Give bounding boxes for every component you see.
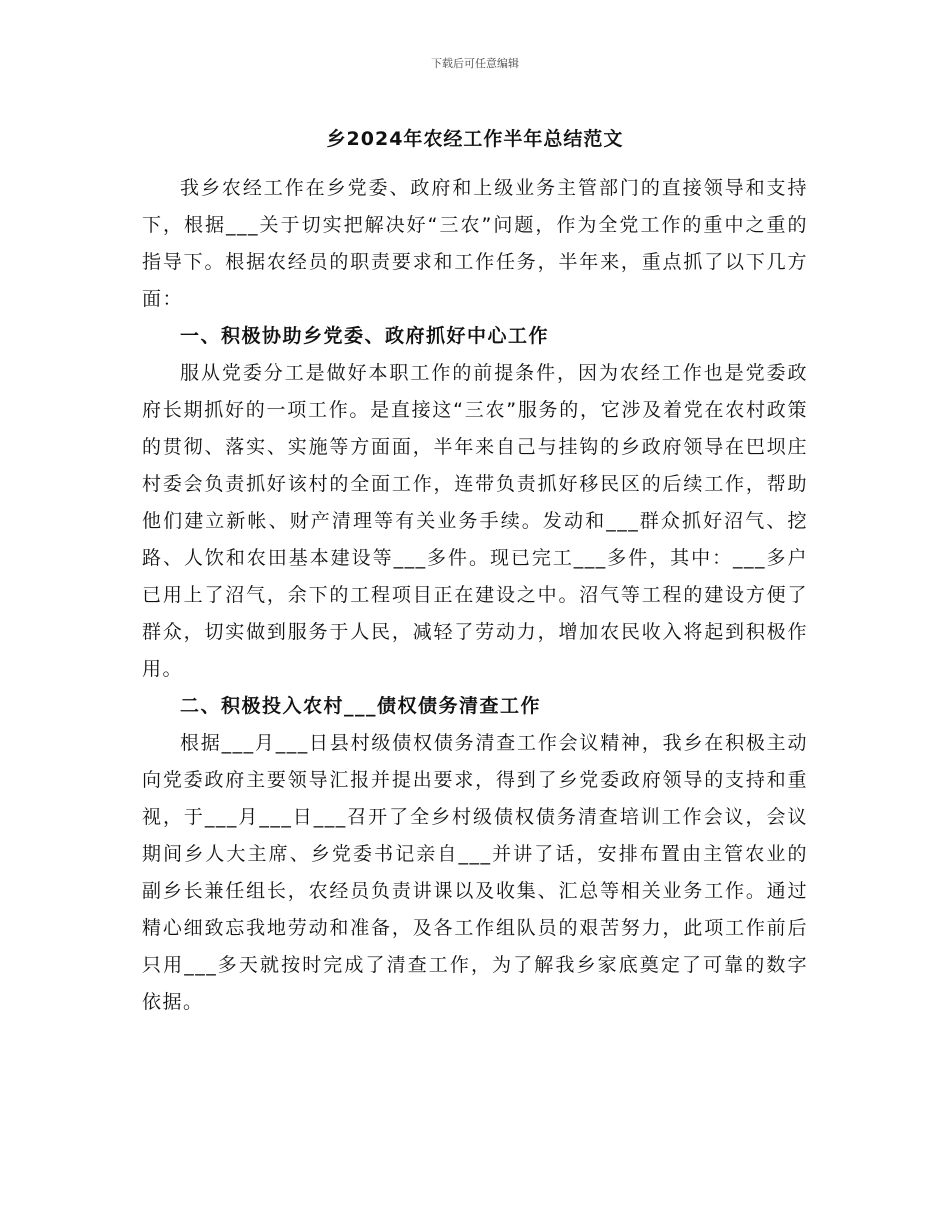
section-2-heading: 二、积极投入农村___债权债务清查工作 [180, 695, 542, 717]
intro-paragraph: 我乡农经工作在乡党委、政府和上级业务主管部门的直接领导和支持下，根据___关于切实把解决好“三农”问题，作为全党工作的重中之重的指导下。根据农经员的职责要求和工作任务，半年来，重点抓了以下几方面： [142, 177, 808, 310]
document-body [142, 170, 808, 1021]
section-1-heading: 一、积极协助乡党委、政府抓好中心工作 [180, 325, 550, 347]
header-note: 下载后可任意编辑 [431, 57, 519, 70]
section-2-paragraph: 根据___月___日县村级债权债务清查工作会议精神，我乡在积极主动向党委政府主要领导汇报并提出要求，得到了乡党委政府领导的支持和重视，于___月___日___召开了全乡村级债权债务清查培训工作会议，会议期间乡人大主席、乡党委书记亲自___并讲了话，安排布置由主管农业的副乡长兼任组长，农经员负责讲课以及收集、汇总等相关业务工作。通过精心细致忘我地劳动和准备，及各工作组队员的艰苦努力，此项工作前后只用___多天就按时完成了清查工作，为了解我乡家底奠定了可靠的数字依据。 [142, 732, 808, 1013]
section-1-paragraph: 服从党委分工是做好本职工作的前提条件，因为农经工作也是党委政府长期抓好的一项工作。是直接这“三农”服务的，它涉及着党在农村政策的贯彻、落实、实施等方面面，半年来自己与挂钩的乡政府领导在巴坝庄村委会负责抓好该村的全面工作，连带负责抓好移民区的后续工作，帮助他们建立新帐、财产清理等有关业务手续。发动和___群众抓好沼气、挖路、人饮和农田基本建设等___多件。现已完工___多件，其中：___多户已用上了沼气，余下的工程项目正在建设之中。沼气等工程的建设方便了群众，切实做到服务于人民，减轻了劳动力，增加农民收入将起到积极作用。 [142, 362, 808, 680]
document-title: 乡2024年农经工作半年总结范文 [326, 128, 624, 150]
